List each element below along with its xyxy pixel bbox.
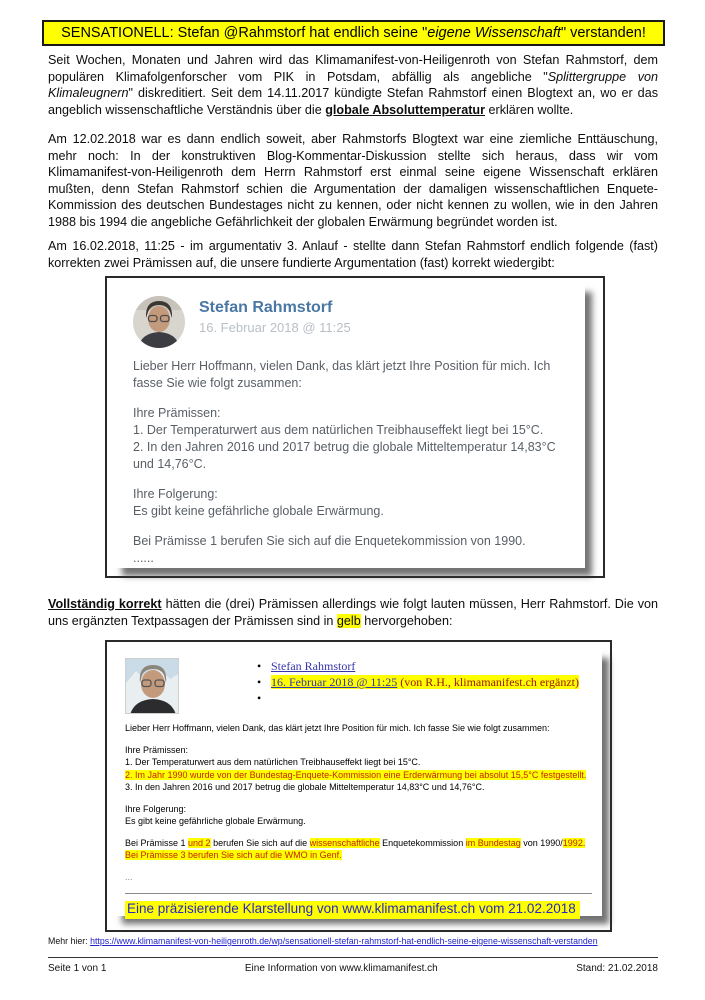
- article-url-link[interactable]: https://www.klimamanifest-von-heiligenroth.de/wp/sensationell-stefan-rahmstorf-hat-endlich-seine-eigene-wissenschaft-verstanden: [90, 936, 598, 946]
- comment2-divider: [125, 893, 592, 894]
- comment2-author-item: [257, 658, 579, 674]
- p1-italic: Splittergruppe von Klimaleugnern: [48, 69, 658, 100]
- comment2-empty-item: [257, 690, 579, 706]
- p4-bold-lead: Vollständig korrekt: [48, 597, 162, 611]
- comment2-intro: Lieber Herr Hoffmann, vielen Dank, das klärt jetzt Ihre Position für mich. Ich fasse Sie wie folgt zusammen:: [125, 723, 550, 733]
- more-label: Mehr hier:: [48, 936, 88, 946]
- screenshot-frame-1: [105, 276, 605, 578]
- p4-text-b: hervorgehoben:: [360, 613, 453, 628]
- blog-comment-card: [115, 284, 585, 568]
- headline-banner: [42, 20, 665, 46]
- comment2-conclusion: Es gibt keine gefährliche globale Erwärmung.: [125, 816, 306, 826]
- avatar-photo-icon: [126, 659, 179, 714]
- ref-highlight-1: und 2: [188, 837, 211, 848]
- headline-post: " verstanden!: [560, 25, 646, 41]
- ref-highlight-3: im Bundestag: [465, 837, 521, 848]
- comment1-meta: [199, 296, 351, 335]
- footer-source: Eine Information von www.klimamanifest.ch: [244, 963, 438, 974]
- p1-bold-term: globale Absoluttemperatur: [325, 102, 486, 117]
- comment2-premise-2: [125, 769, 592, 782]
- ref2-highlight: Bei Prämisse 3 berufen Sie sich auf die WMO in Genf.: [125, 850, 342, 860]
- ref-text-c: Enquetekommission: [379, 837, 466, 848]
- avatar-portrait-icon: [133, 296, 185, 348]
- comment1-conclusion: Es gibt keine gefährliche globale Erwärmung.: [133, 504, 384, 518]
- comment1-premises-label: Ihre Prämissen:: [133, 406, 221, 420]
- paragraph-2: Am 12.02.2018 war es dann endlich soweit, aber Rahmstorfs Blogtext war eine ziemliche Enttäuschung, mehr noch: In der konstruktiven Blog-Kommentar-Diskussion stellte sich heraus, dass wir vom Klimamanifest-von-Heiligenroth dem Herrn Rahmstorf erst einmal seine eigene Wissenschaft erklären mußten, denn Stefan Rahmstorf schien die Argumentation der damaligen wissenschaftlichen Enquete-Kommission des deutschen Bundestages nicht zu kennen, oder nicht kennen zu wollen, wie in den Jahren 1988 bis 1994 die angebliche Gefährlichkeit der globalen Erwärmung begründet worden ist.: [48, 132, 658, 229]
- comment2-premise-1: 1. Der Temperaturwert aus dem natürlichen Treibhauseffekt liegt bei 15°C.: [125, 757, 421, 767]
- comment2-reference-1: [125, 837, 592, 850]
- comment2-conclusion-label: Ihre Folgerung:: [125, 803, 187, 814]
- footer: [48, 963, 658, 974]
- comment1-header: [133, 296, 567, 348]
- ref-highlight-4: 1992.: [562, 837, 586, 848]
- comment1-intro: Lieber Herr Hoffmann, vielen Dank, das klärt jetzt Ihre Position für mich. Ich fasse Sie wie folgt zusammen:: [133, 359, 551, 390]
- date-highlight: [271, 675, 579, 689]
- screenshot-frame-2: [105, 640, 612, 932]
- editor-annotation: (von R.H., klimamanifest.ch ergänzt): [397, 675, 579, 689]
- p1-text-a: Seit Wochen, Monaten und Jahren wird das Klimamanifest-von-Heiligenroth von Stefan Rahmstorf, dem populären Klimafolgenforscher vom PIK in Potsdam, abfällig als angebliche ": [48, 53, 658, 84]
- headline-italic: eigene Wissenschaft: [427, 25, 561, 41]
- paragraph-3: Am 16.02.2018, 11:25 - im argumentativ 3. Anlauf - stellte dann Stefan Rahmstorf endlich folgende (fast) korrekten zwei Prämissen auf, die unsere fundierte Argumentation (fast) korrekt wiedergibt:: [48, 239, 658, 270]
- comment2-date-item: [257, 674, 579, 690]
- p1-text-c: erklären wollte.: [485, 102, 574, 117]
- ref-highlight-2: wissenschaftliche: [309, 837, 380, 848]
- headline-pre: SENSATIONELL: Stefan @Rahmstorf hat endlich seine ": [61, 25, 428, 41]
- comment2-body: [125, 722, 592, 919]
- comment2-dots: ...: [125, 871, 133, 882]
- ref-text-b: berufen Sie sich auf die: [210, 837, 310, 848]
- date-link[interactable]: 16. Februar 2018 @ 11:25: [271, 675, 398, 689]
- comment1-dots: ......: [133, 551, 154, 565]
- klarstellung-line: Eine präzisierende Klarstellung von www.klimamanifest.ch vom 21.02.2018: [125, 901, 580, 919]
- headline-text: [61, 25, 646, 41]
- comment1-premise-2: 2. In den Jahren 2016 und 2017 betrug die globale Mitteltemperatur 14,83°C und 14,76°C.: [133, 440, 556, 471]
- more-link-row: [48, 936, 688, 946]
- comment1-premise-1: 1. Der Temperaturwert aus dem natürlichen Treibhauseffekt liegt bei 15°C.: [133, 423, 544, 437]
- p4-highlight-word: gelb: [336, 613, 361, 628]
- avatar: [125, 658, 179, 714]
- paragraph-4: [48, 596, 658, 629]
- comment2-premise-3: 3. In den Jahren 2016 und 2017 betrug die globale Mitteltemperatur 14,83°C und 14,76°C.: [125, 782, 485, 792]
- comment1-reference: Bei Prämisse 1 berufen Sie sich auf die Enquetekommission von 1990.: [133, 534, 526, 548]
- annotated-comment-card: [115, 650, 602, 916]
- p1-text-b: " diskreditiert. Seit dem 14.11.2017 kündigte Stefan Rahmstorf einen Blogtext an, wo er das angeblich wissenschaftliche Verständnis über die: [48, 86, 658, 117]
- comment1-body: [133, 358, 567, 567]
- comment2-header: [125, 658, 592, 714]
- avatar: [133, 296, 185, 348]
- p4-text-a: hätten die (drei) Prämissen allerdings wie folgt lauten müssen, Herr Rahmstorf. Die von uns ergänzten Textpassagen der Prämissen sind in: [48, 597, 658, 628]
- paragraph-1: [48, 52, 658, 118]
- footer-date: Stand: 21.02.2018: [576, 963, 658, 974]
- comment1-timestamp: 16. Februar 2018 @ 11:25: [199, 320, 351, 335]
- comment1-conclusion-label: Ihre Folgerung:: [133, 487, 218, 501]
- ref-text-d: von 1990/: [520, 837, 563, 848]
- footer-page-number: Seite 1 von 1: [48, 963, 107, 974]
- premise2-highlight: 2. Im Jahr 1990 wurde von der Bundestag-Enquete-Kommission eine Erderwärmung bei absolut 15,5°C festgestellt.: [125, 769, 587, 780]
- comment2-premises-label: Ihre Prämissen:: [125, 744, 189, 755]
- ref-text-a: Bei Prämisse 1: [125, 837, 189, 848]
- comment1-author: Stefan Rahmstorf: [199, 299, 333, 316]
- comment2-reference-2: [125, 849, 592, 862]
- footer-divider: [48, 957, 658, 958]
- author-link[interactable]: Stefan Rahmstorf: [271, 659, 356, 673]
- comment2-bullet-list: [257, 658, 579, 706]
